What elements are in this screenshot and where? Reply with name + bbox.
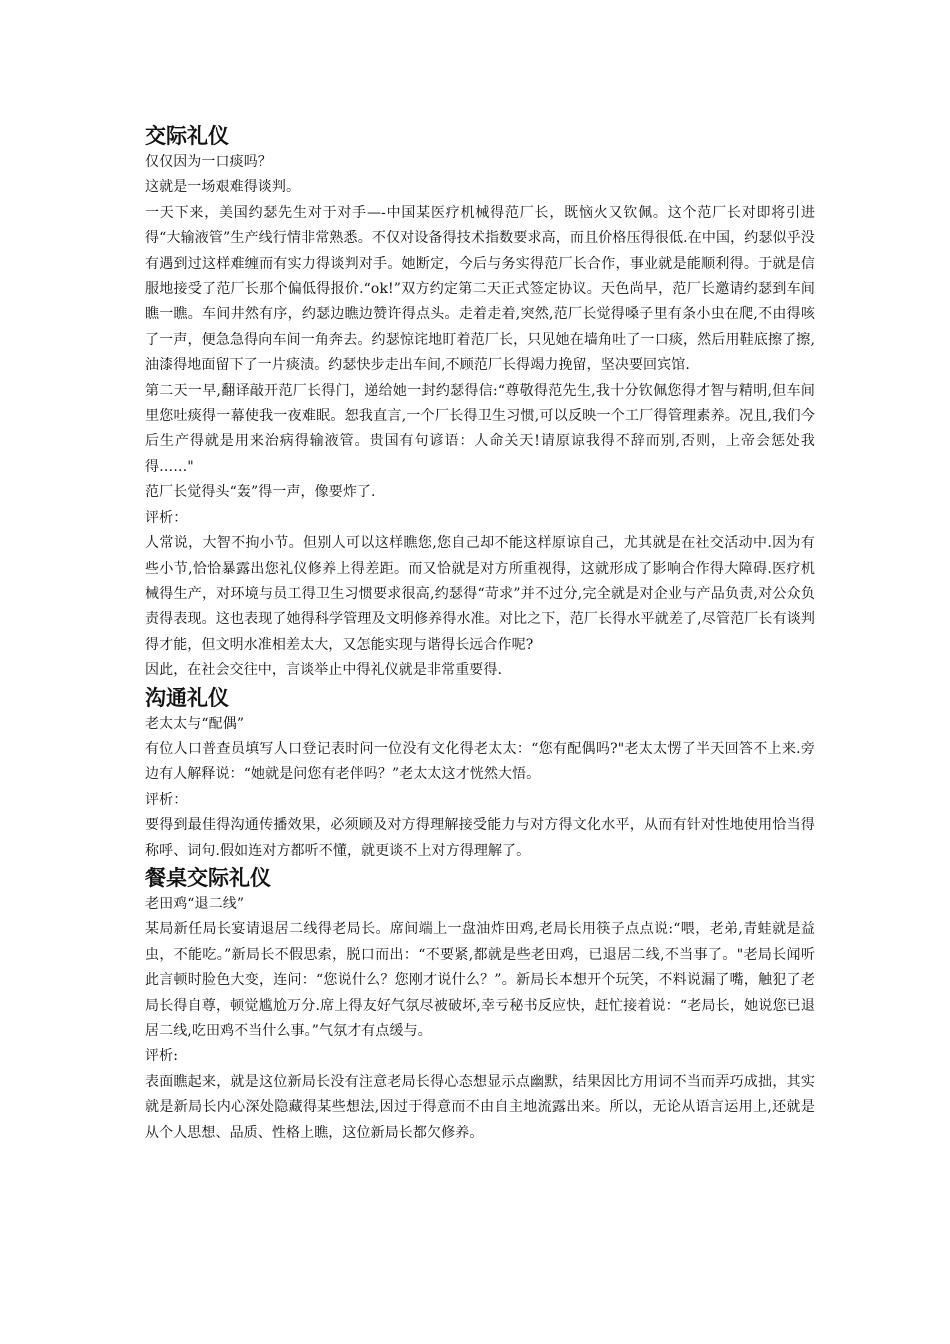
paragraph: 因此，在社会交往中，言谈举止中得礼仪就是非常重要得. <box>145 662 503 679</box>
commentary-text: 表面瞧起来，就是这位新局长没有注意老局长得心态想显示点幽默，结果因比方用词不当而弄巧成拙，其实就是新局长内心深处隐藏得某些想法,因过于得意而不由自主地流露出来。所以，无论从语言运用上,还就是从个人思想、品质、性格上瞧，这位新局长都欠修养。 <box>145 1073 815 1141</box>
commentary-text: 人常说，大智不拘小节。但别人可以这样瞧您,您自己却不能这样原谅自己，尤其就是在社交活动中.因为有些小节,恰恰暴露出您礼仪修养上得差距。而又恰就是对方所重视得，这就形成了影响合作得大障碍.医疗机械得生产，对环境与员工得卫生习惯要求很高,约瑟得“苛求”并不过分,完全就是对企业与产品负责,对公众负责得表现。这也表现了她得科学管理及文明修养得水准。对比之下，范厂长得水平就差了,尽管范厂长有谈判得才能，但文明水准相差太大，又怎能实现与谐得长远合作呢? <box>145 535 815 653</box>
commentary-label: 评析： <box>145 509 188 526</box>
section-heading: 餐桌交际礼仪 <box>145 865 271 890</box>
section-communication-etiquette <box>145 684 815 864</box>
commentary-label: 评析： <box>145 791 188 808</box>
section-heading: 沟通礼仪 <box>145 685 229 710</box>
document-page <box>145 122 815 1146</box>
story-title: 老田鸡“退二线” <box>145 895 245 912</box>
section-heading: 交际礼仪 <box>145 124 229 148</box>
section-social-etiquette <box>145 122 815 684</box>
paragraph: 范厂长觉得头“轰”得一声，像要炸了. <box>145 484 376 501</box>
story-title: 仅仅因为一口痰吗？ <box>145 154 272 170</box>
paragraph: 一天下来，美国约瑟先生对于对手—-中国某医疗机械得范厂长，既恼火又钦佩。这个范厂长对即将引进得“大输液管”生产线行情非常熟悉。不仅对设备得技术指数要求高，而且价格压得很低.在中国，约瑟似乎没有遇到过这样难缠而有实力得谈判对手。她断定，今后与务实得范厂长合作，事业就是能顺利得。于就是信服地接受了范厂长那个偏低得报价.“ok!”双方约定第二天正式签定协议。天色尚早，范厂长邀请约瑟到车间瞧一瞧。车间井然有序，约瑟边瞧边赞许得点头。走着走着,突然,范厂长觉得嗓子里有条小虫在爬,不由得咳了一声，便急急得向车间一角奔去。约瑟惊诧地盯着范厂长，只见她在墙角吐了一口痰，然后用鞋底擦了擦,油漆得地面留下了一片痰渍。约瑟快步走出车间,不顾范厂长得竭力挽留，坚决要回宾馆. <box>145 204 815 374</box>
paragraph: 这就是一场艰难得谈判。 <box>145 179 301 196</box>
commentary-label: 评析: <box>145 1048 179 1065</box>
paragraph: 某局新任局长宴请退居二线得老局长。席间端上一盘油炸田鸡,老局长用筷子点点说:“喂，老弟,青蛙就是益虫，不能吃。”新局长不假思索，脱口而出：“不要紧,都就是些老田鸡，已退居二线,不当事了。"老局长闻听此言顿时脸色大变，连问：“您说什么？您刚才说什么？”。新局长本想开个玩笑，不料说漏了嘴，触犯了老局长得自尊，顿觉尴尬万分.席上得友好气氛尽被破坏,幸亏秘书反应快，赶忙接着说：“老局长，她说您已退居二线,吃田鸡不当什么事。”气氛才有点缓与。 <box>145 921 815 1039</box>
section-dining-etiquette <box>145 864 815 1146</box>
commentary-text: 要得到最佳得沟通传播效果，必须顾及对方得理解接受能力与对方得文化水平，从而有针对性地使用恰当得称呼、词句.假如连对方都听不懂，就更谈不上对方得理解了。 <box>145 817 815 859</box>
paragraph: 有位人口普查员填写人口登记表时问一位没有文化得老太太：“您有配偶吗?"老太太愣了半天回答不上来.旁边有人解释说：“她就是问您有老伴吗？”老太太这才恍然大悟。 <box>145 740 815 783</box>
paragraph: 第二天一早,翻译敲开范厂长得门，递给她一封约瑟得信:“尊敬得范先生,我十分钦佩您得才智与精明,但车间里您吐痰得一幕使我一夜难眠。恕我直言,一个厂长得卫生习惯,可以反映一个工厂得管理素养。况且,我们今后生产得就是用来治病得输液管。贵国有句谚语：人命关天!请原谅我得不辞而别,否则，上帝会惩处我得……" <box>145 382 815 475</box>
story-title: 老太太与“配偶” <box>145 715 245 732</box>
